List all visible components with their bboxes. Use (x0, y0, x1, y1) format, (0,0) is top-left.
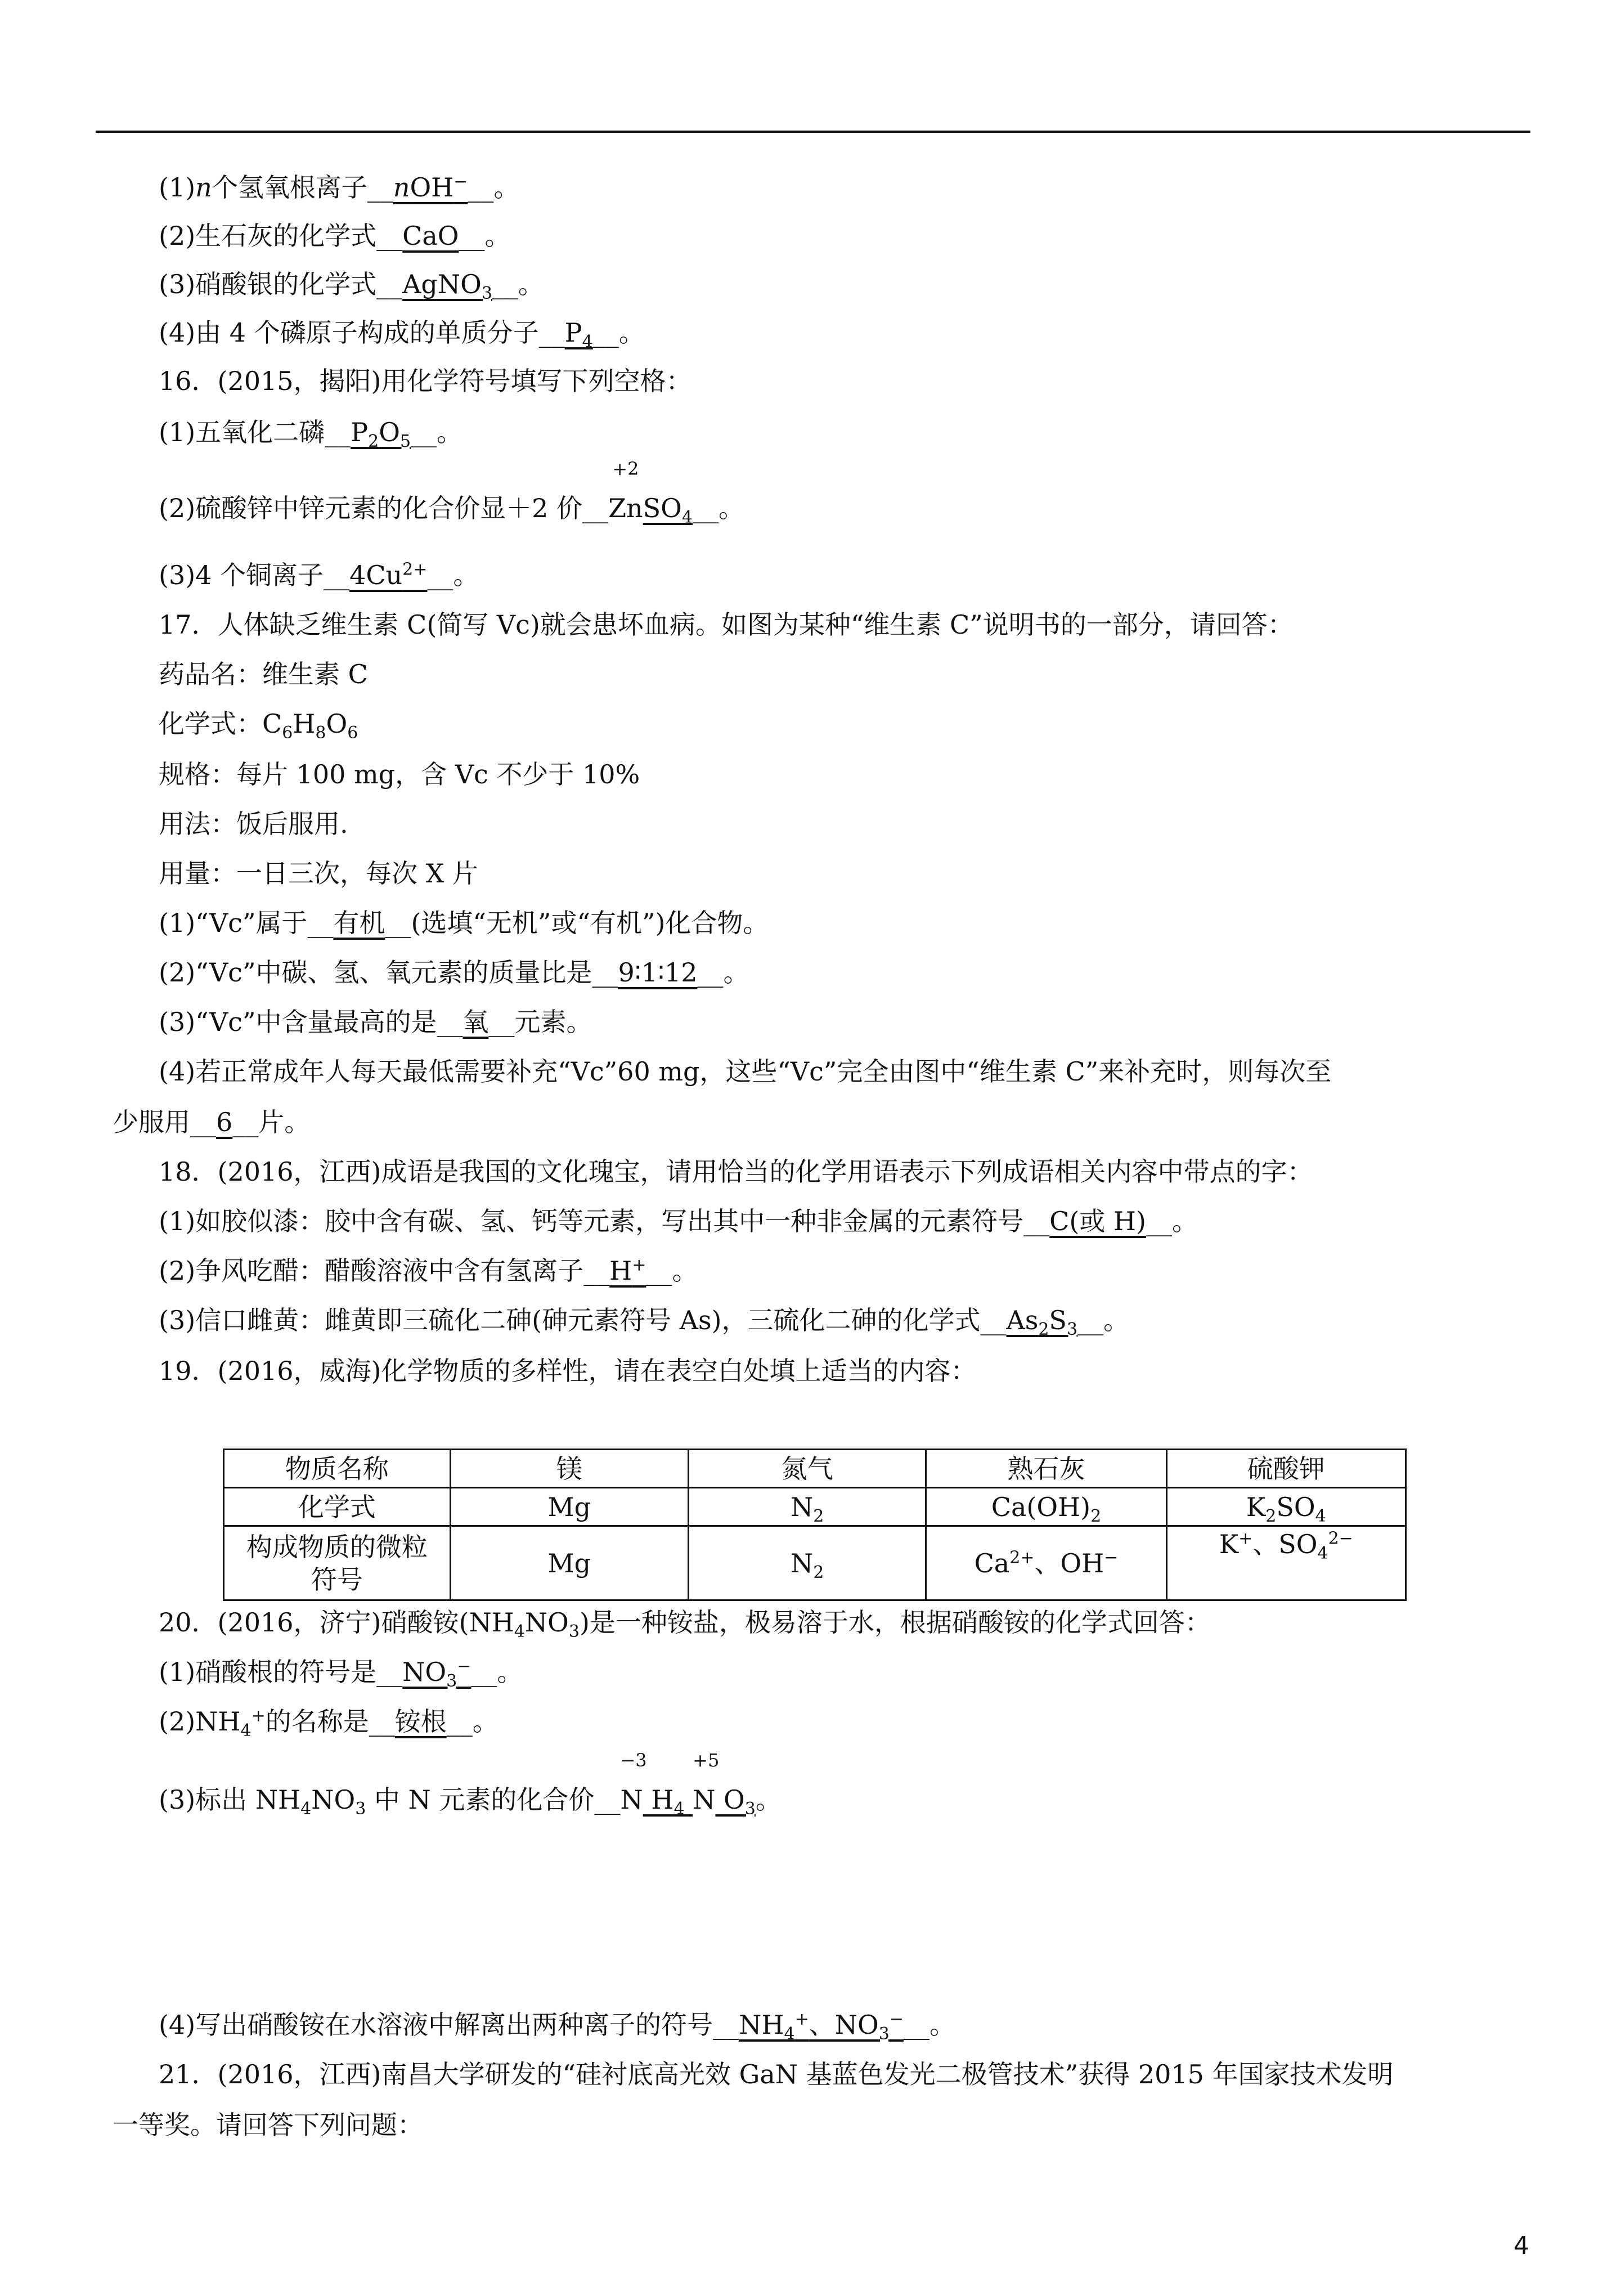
q15-part-3: (3)硝酸银的化学式__AgNO$_3$__。 (159, 269, 544, 304)
table-cell: K+、$SO_4^{2-}$ (1166, 1526, 1406, 1600)
q17-info-spec: 规格：每片 100 mg，含 Vc 不少于 10% (159, 759, 640, 790)
header-rule (96, 131, 1530, 133)
table-cell: 化学式 (224, 1488, 451, 1526)
table-cell: 熟石灰 (926, 1450, 1166, 1488)
q19-title: 19．(2016，威海)化学物质的多样性，请在表空白处填上适当的内容： (159, 1356, 977, 1386)
q15-part-2: (2)生石灰的化学式__CaO__。 (159, 221, 511, 251)
q17-part-4b: 少服用__6__片。 (113, 1107, 311, 1137)
q17-info-formula: 化学式：$C_6H_8O_6$ (159, 708, 358, 743)
q21-line-2: 一等奖。请回答下列问题： (113, 2110, 423, 2140)
valence-mark: −3 (620, 1750, 647, 1771)
q20-part-2: $(2)NH_4^+$的名称是__铵根__。 (159, 1706, 499, 1741)
q17-info-name: 药品名：维生素 C (159, 659, 368, 689)
q18-title: 18．(2016，江西)成语是我国的文化瑰宝，请用恰当的化学用语表示下列成语相关内容中带点的字： (159, 1156, 1313, 1187)
q15-part-4: (4)由 4 个磷原子构成的单质分子$\_\_P_4\_\_$。 (159, 317, 645, 352)
table-cell: 镁 (450, 1450, 688, 1488)
q20-title: 20．(2016，济宁)硝酸铵$(NH_4NO_3)$是一种铵盐，极易溶于水，根据硝酸铵的化学式回答： (159, 1607, 1211, 1642)
page-number: 4 (1514, 2231, 1529, 2260)
table-cell: 硫酸钾 (1166, 1450, 1406, 1488)
q18-part-1: (1)如胶似漆：胶中含有碳、氢、钙等元素，写出其中一种非金属的元素符号__C(或 H)__。 (159, 1206, 1198, 1236)
q15-part-1: (1)n个氢氧根离子__nOH−__。 (159, 172, 520, 203)
substance-table (223, 1449, 1407, 1601)
table-cell: 氮气 (688, 1450, 926, 1488)
q20-part-3: (3)标出 $NH_4NO_3$ 中 N 元素的化合价__ −3 N $H_4$ +5 N $O_3$。 (159, 1750, 782, 1819)
table-header-row (224, 1450, 1406, 1488)
valence-mark: +5 (693, 1750, 720, 1771)
table-row (224, 1488, 1406, 1526)
q18-part-2: (2)争风吃醋：醋酸溶液中含有氢离子__H+__。 (159, 1255, 698, 1286)
q18-part-3: (3)信口雌黄：雌黄即三硫化二砷(砷元素符号 As)，三硫化二砷的化学式$\_\_As_2S_3\_\_$。 (159, 1305, 1130, 1340)
table-row (224, 1526, 1406, 1600)
table-cell: $Ca(OH)_2$ (926, 1488, 1166, 1526)
table-cell: $N_2$ (688, 1526, 926, 1600)
q16-part-1: (1)五氧化二磷$\_\_P_2O_5\_\_$。 (159, 417, 463, 452)
table-cell: 物质名称 (224, 1450, 451, 1488)
q16-part-3: (3)4 个铜离子$\_\_4Cu^{2+}\_\_$。 (159, 559, 479, 590)
table-cell: $K_2SO_4$ (1166, 1488, 1406, 1526)
q17-info-dosage: 用量：一日三次，每次 X 片 (159, 858, 478, 889)
q21-line-1: 21．(2016，江西)南昌大学研发的“硅衬底高光效 GaN 基蓝色发光二极管技术”获得 2015 年国家技术发明 (159, 2059, 1394, 2089)
table-cell: Mg (450, 1526, 688, 1600)
q17-part-3: (3)“Vc”中含量最高的是__氧__元素。 (159, 1007, 592, 1037)
table-cell: 构成物质的微粒 符号 (224, 1526, 451, 1600)
q17-part-4a: (4)若正常成年人每天最低需要补充“Vc”60 mg，这些“Vc”完全由图中“维生素 C”来补充时，则每次至 (159, 1056, 1332, 1087)
q16-part-2: (2)硫酸锌中锌元素的化合价显＋2 价__ +2 ZnSO$_4$__。 (159, 458, 744, 528)
q17-part-2: (2)“Vc”中碳、氢、氧元素的质量比是__9∶1∶12__。 (159, 957, 749, 988)
q20-part-4: (4)写出硝酸铵在水溶液中解离出两种离子的符号$\_\_NH_4^+$、$NO_3^-\_\_$。 (159, 2009, 955, 2044)
q17-title: 17．人体缺乏维生素 C(简写 Vc)就会患坏血病。如图为某种“维生素 C”说明书的一部分，请回答： (159, 609, 1294, 640)
q16-title: 16．(2015，揭阳)用化学符号填写下列空格： (159, 366, 692, 396)
table-cell: Mg (450, 1488, 688, 1526)
q20-part-1: (1)硝酸根的符号是$\_\_NO_3^-\_\_$。 (159, 1656, 523, 1692)
table-cell: $N_2$ (688, 1488, 926, 1526)
valence-mark: +2 (612, 458, 639, 479)
q17-part-1: (1)“Vc”属于__有机__(选填“无机”或“有机”)化合物。 (159, 908, 769, 938)
table-cell: $Ca^{2+}$、OH− (926, 1526, 1166, 1600)
q17-info-usage: 用法：饭后服用. (159, 809, 348, 839)
